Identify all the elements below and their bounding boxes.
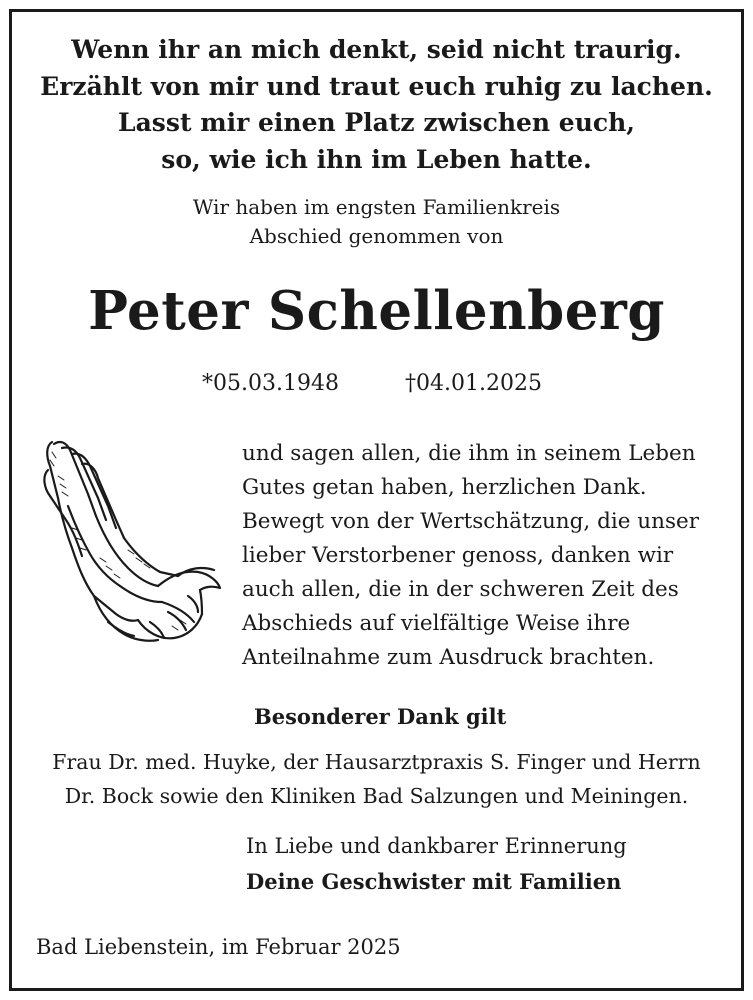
poem-line: Lasst mir einen Platz zwischen euch, xyxy=(118,108,635,137)
special-thanks-body xyxy=(0,745,753,813)
special-thanks-line-1: Frau Dr. med. Huyke, der Hausarztpraxis S. Finger und Herrn xyxy=(52,750,701,774)
place-date: Bad Liebenstein, im Februar 2025 xyxy=(36,935,401,959)
thanks-line: Anteilnahme zum Ausdruck brachten. xyxy=(242,645,655,670)
thanks-line: und sagen allen, die ihm in seinem Leben xyxy=(242,441,696,466)
deceased-name: Peter Schellenberg xyxy=(88,280,665,342)
thanks-line: Abschieds auf vielfältige Weise ihre xyxy=(242,611,631,636)
thanks-text xyxy=(242,437,699,675)
death-date: †04.01.2025 xyxy=(405,371,542,396)
poem-line: so, wie ich ihn im Leben hatte. xyxy=(161,144,592,174)
poem xyxy=(0,32,753,178)
poem-line: Wenn ihr an mich denkt, seid nicht traurig. xyxy=(71,35,682,64)
birth-date: *05.03.1948 xyxy=(202,371,339,396)
intro-text xyxy=(0,193,753,251)
closing-line: In Liebe und dankbarer Erinnerung xyxy=(246,834,627,858)
family-signature: Deine Geschwister mit Familien xyxy=(246,869,622,894)
special-thanks-line-2: Dr. Bock sowie den Kliniken Bad Salzungen und Meiningen. xyxy=(64,784,689,808)
thanks-line: Bewegt von der Wertschätzung, die unser xyxy=(242,509,700,534)
praying-hands-icon xyxy=(38,436,224,646)
thanks-line: auch allen, die in der schweren Zeit des xyxy=(242,577,679,602)
thanks-line: Gutes getan haben, herzlichen Dank. xyxy=(242,475,647,500)
intro-line-1: Wir haben im engsten Familienkreis xyxy=(192,195,561,219)
poem-line: Erzählt von mir und traut euch ruhig zu lachen. xyxy=(40,71,713,101)
intro-line-2: Abschied genommen von xyxy=(249,224,504,248)
closing xyxy=(246,828,627,900)
special-thanks-heading: Besonderer Dank gilt xyxy=(254,704,507,729)
thanks-line: lieber Verstorbener genoss, danken wir xyxy=(242,543,674,568)
